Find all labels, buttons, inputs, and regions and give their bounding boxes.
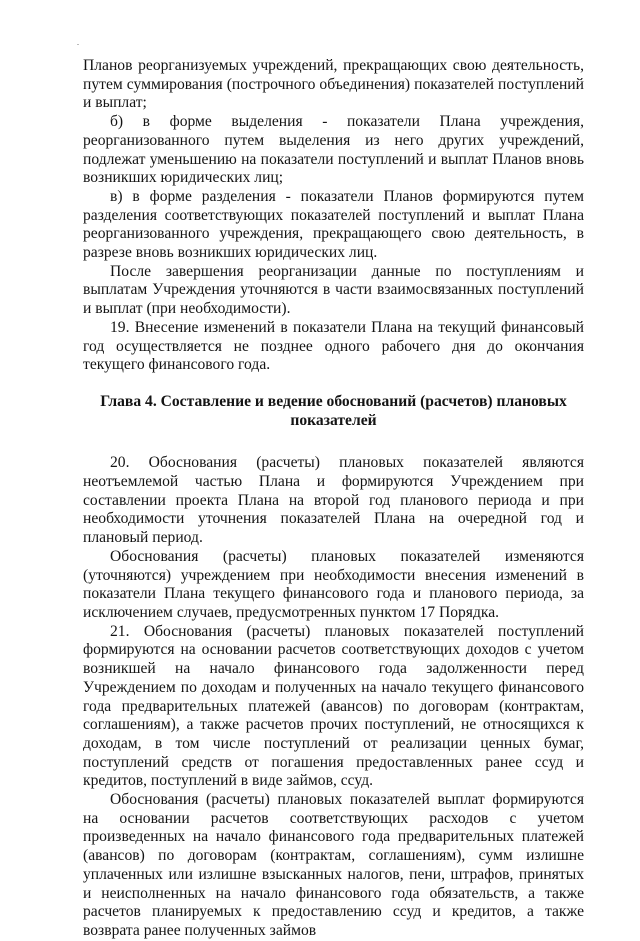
paragraph: Планов реорганизуемых учреждений, прекращающих свою деятельность, путем суммирования (построчного объединения) показателей поступлений и выплат; xyxy=(83,57,584,112)
scan-artifact-mark xyxy=(77,44,79,45)
paragraph: 21. Обоснования (расчеты) плановых показателей поступлений формируются на основании расчетов соответствующих доходов с учетом возникшей на начало финансового года задолженности перед Учреждением по доходам и полученных на начало текущего финансового года предварительных платежей (авансов) по договорам (контрактам, соглашениям), а также расчетов прочих поступлений, не относящихся к доходам, в том числе поступлений от реализации ценных бумаг, поступлений средств от погашения предоставленных ранее ссуд и кредитов, поступлений в виде займов, ссуд. xyxy=(83,622,584,790)
paragraph: б) в форме выделения - показатели Плана учреждения, реорганизованного путем выделения из него других учреждений, подлежат уменьшению на показатели поступлений и выплат Планов вновь возникших юридических лиц; xyxy=(83,113,584,187)
paragraph: Обоснования (расчеты) плановых показателей выплат формируются на основании расчетов соответствующих расходов с учетом произведенных на начало финансового года предварительных платежей (авансов) по договорам (контрактам, соглашениям), сумм излишне уплаченных или излишне взысканных налогов, пени, штрафов, принятых и неисполненных на начало финансового года обязательств, а также расчетов планируемых к предоставлению ссуд и кредитов, а также возврата ранее полученных займов xyxy=(83,791,584,939)
paragraphs-before-heading xyxy=(83,57,584,375)
paragraph: Обоснования (расчеты) плановых показателей изменяются (уточняются) учреждением при необходимости внесения изменений в показатели Плана текущего финансового года и планового периода, за исключением случаев, предусмотренных пунктом 17 Порядка. xyxy=(83,547,584,621)
paragraph: 20. Обоснования (расчеты) плановых показателей являются неотъемлемой частью Плана и формируются Учреждением при составлении проекта Плана на второй год планового периода и при необходимости уточнения показателей Плана на очередной год и плановый период. xyxy=(83,454,584,547)
paragraph: в) в форме разделения - показатели Планов формируются путем разделения соответствующих показателей поступлений и выплат Плана реорганизованного учреждения, прекращающего свою деятельность, в разрезе вновь возникших юридических лиц. xyxy=(83,187,584,262)
paragraph: После завершения реорганизации данные по поступлениям и выплатам Учреждения уточняются в части взаимосвязанных поступлений и выплат (при необходимости). xyxy=(83,262,584,318)
paragraph: 19. Внесение изменений в показатели Плана на текущий финансовый год осуществляется не позднее одного рабочего дня до окончания текущего финансового года. xyxy=(83,318,584,374)
paragraphs-after-heading xyxy=(83,454,584,940)
chapter-heading: Глава 4. Составление и ведение обоснований (расчетов) плановых показателей xyxy=(100,392,567,429)
